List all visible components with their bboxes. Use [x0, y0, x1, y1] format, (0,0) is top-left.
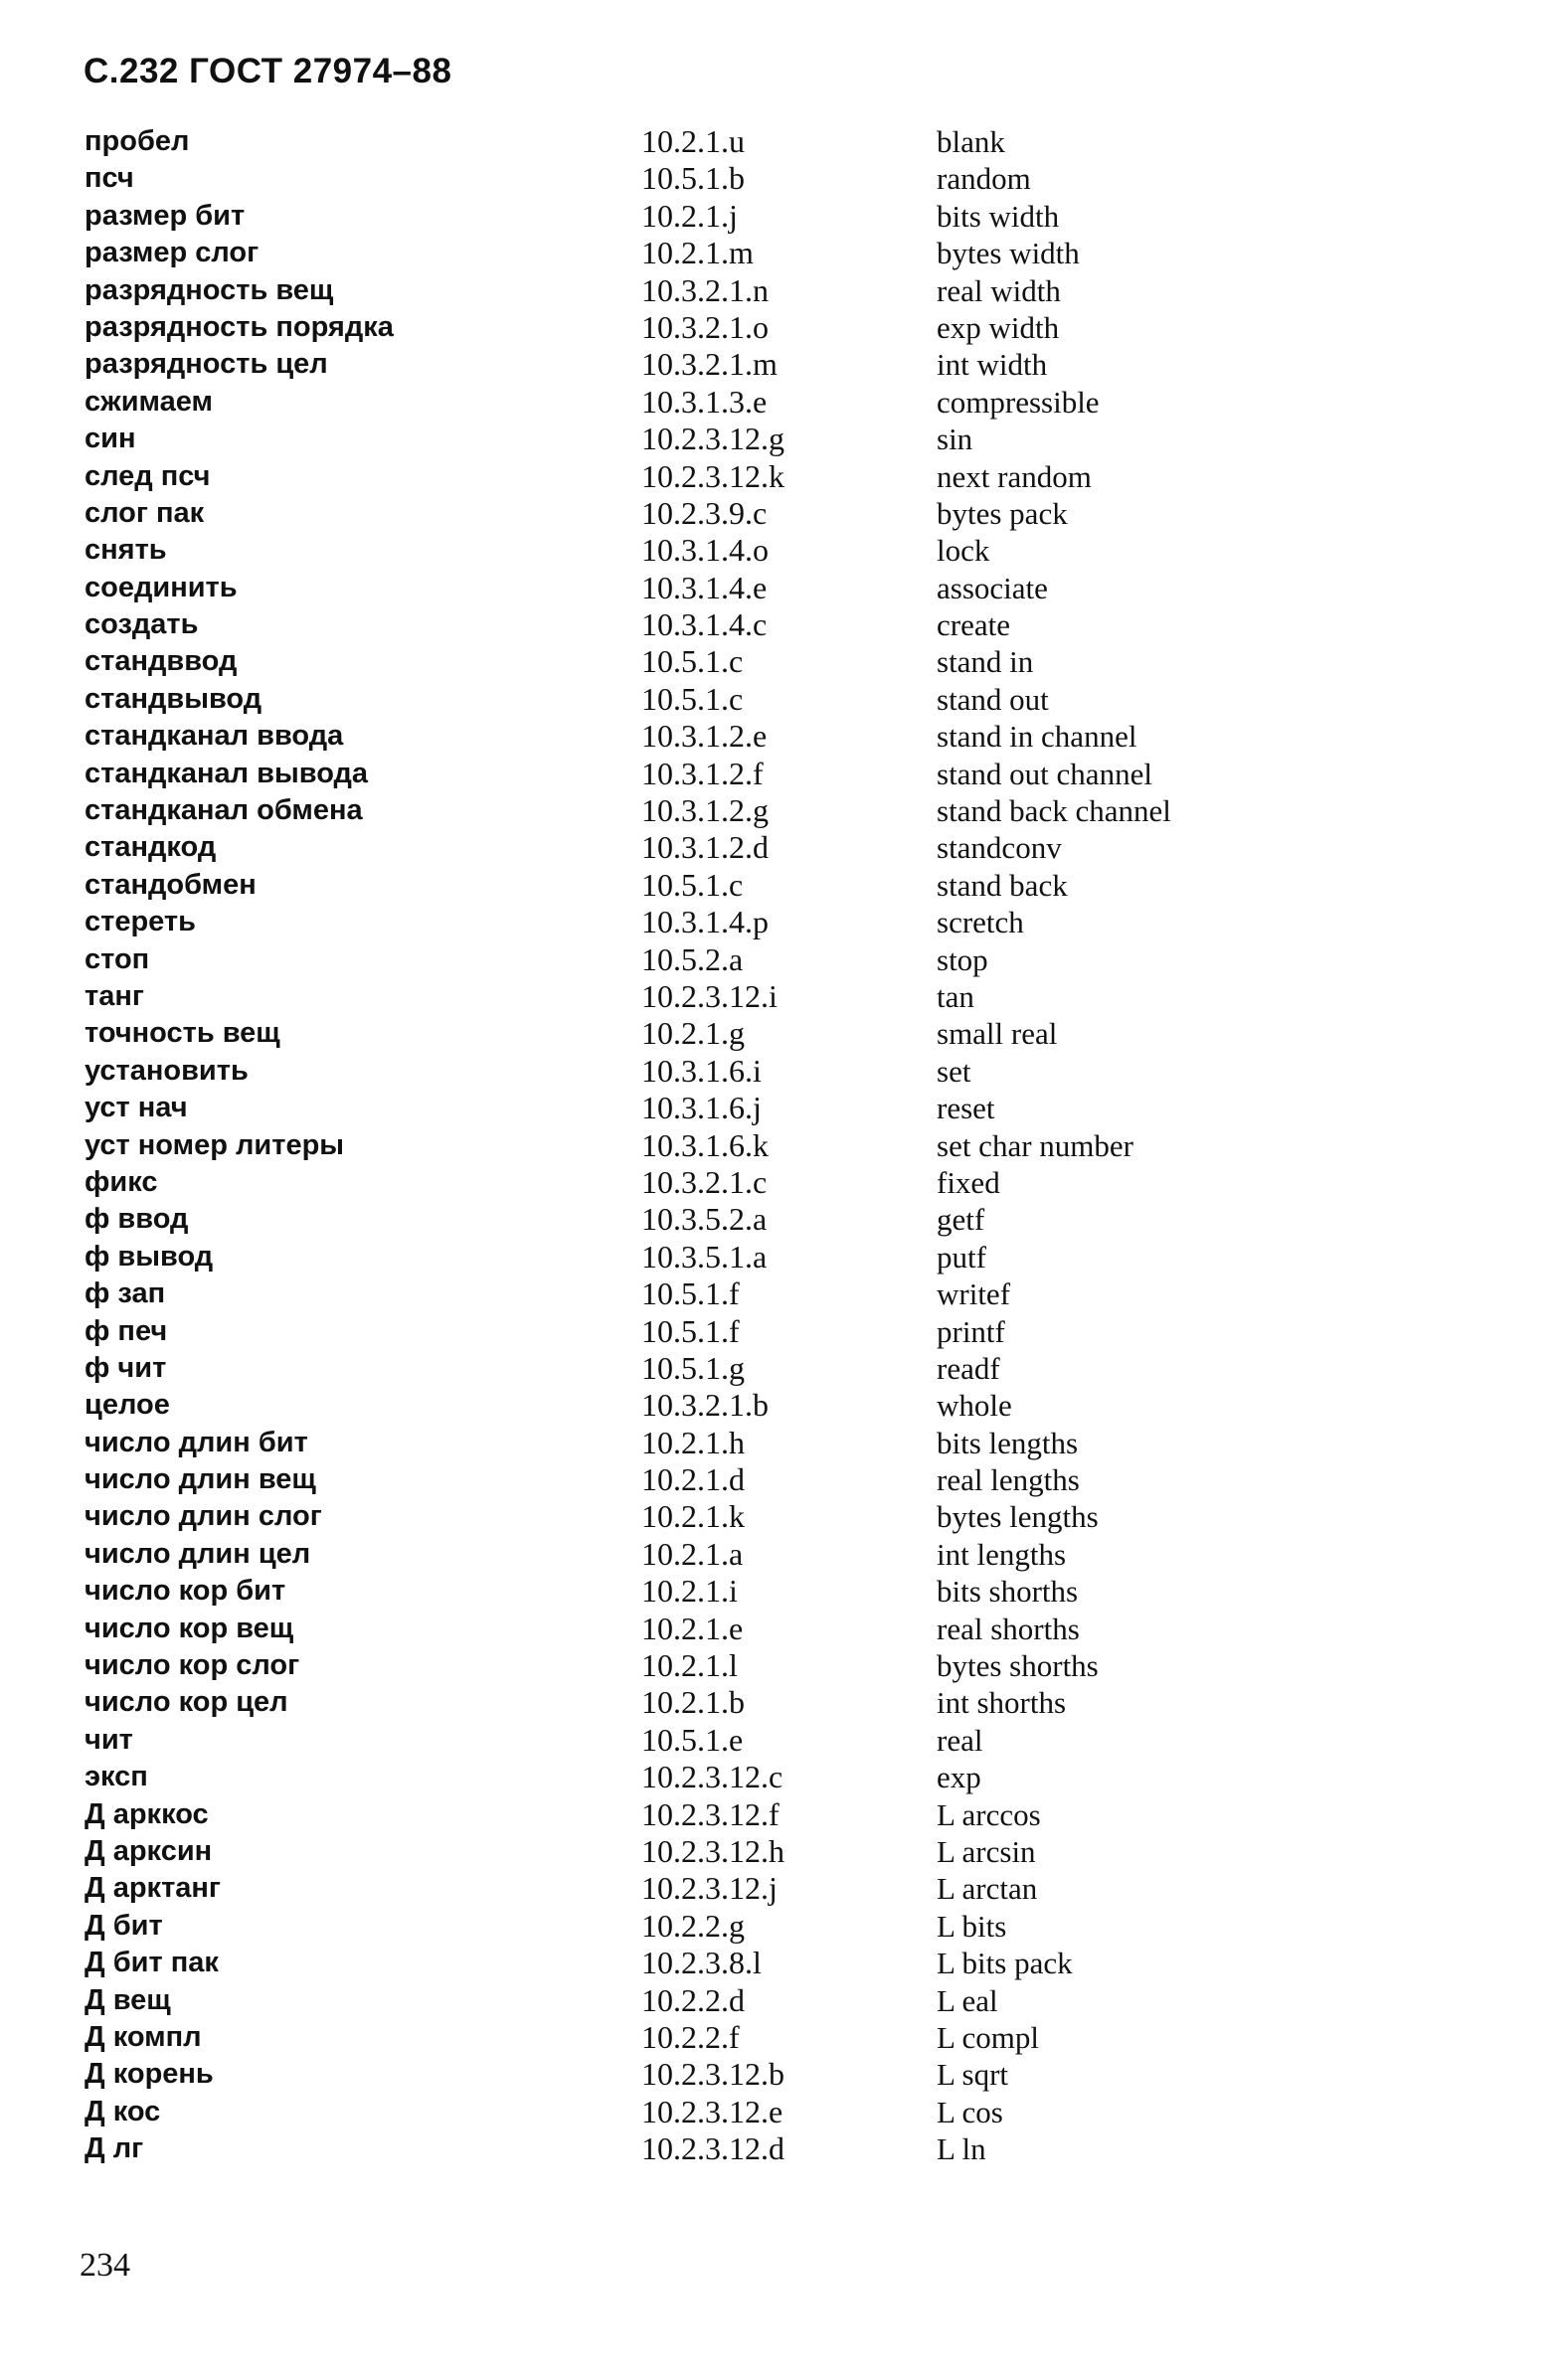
english-term: int width	[937, 347, 1048, 383]
russian-term: Д арктанг	[85, 1872, 221, 1905]
index-row	[80, 198, 1531, 235]
index-row	[80, 792, 1531, 829]
index-row	[80, 1647, 1531, 1684]
russian-term: ф ввод	[85, 1203, 189, 1236]
index-row	[80, 1759, 1531, 1795]
russian-term: размер бит	[85, 199, 246, 232]
english-term: real	[937, 1722, 983, 1758]
index-row	[80, 1833, 1531, 1870]
index-row	[80, 1498, 1531, 1535]
section-reference: 10.2.1.m	[641, 235, 754, 271]
section-reference: 10.5.1.g	[641, 1349, 745, 1386]
index-row	[80, 570, 1531, 606]
russian-term: ф чит	[85, 1351, 167, 1384]
index-table	[80, 123, 1531, 2167]
english-term: reset	[937, 1091, 995, 1126]
english-term: L bits pack	[937, 1946, 1073, 1981]
english-term: L eal	[937, 1982, 998, 2018]
section-reference: 10.2.1.l	[641, 1647, 738, 1684]
section-reference: 10.3.1.6.k	[641, 1126, 769, 1163]
index-row	[80, 1908, 1531, 1945]
section-reference: 10.2.3.12.k	[641, 457, 784, 494]
russian-term: стандкод	[85, 831, 217, 864]
russian-term: число длин цел	[85, 1537, 311, 1570]
index-row	[80, 1090, 1531, 1126]
english-term: putf	[937, 1239, 986, 1275]
index-row	[80, 384, 1531, 421]
section-reference: 10.2.1.h	[641, 1424, 745, 1460]
index-row	[80, 1573, 1531, 1610]
section-reference: 10.2.3.9.c	[641, 494, 768, 531]
russian-term: слог пак	[85, 496, 205, 529]
section-reference: 10.3.2.1.c	[641, 1163, 768, 1200]
russian-term: разрядность порядка	[85, 310, 394, 343]
section-reference: 10.2.3.12.e	[641, 2093, 783, 2129]
index-row	[80, 1239, 1531, 1275]
russian-term: Д компл	[85, 2020, 202, 2053]
russian-term: число кор цел	[85, 1686, 288, 1719]
index-row	[80, 421, 1531, 457]
russian-term: стандканал обмена	[85, 794, 363, 827]
russian-term: создать	[85, 608, 199, 641]
index-row	[80, 1387, 1531, 1424]
russian-term: размер слог	[85, 237, 260, 269]
index-row	[80, 123, 1531, 160]
section-reference: 10.3.2.1.o	[641, 308, 769, 345]
english-term: L compl	[937, 2019, 1040, 2055]
section-reference: 10.3.1.3.e	[641, 383, 768, 420]
russian-term: стереть	[85, 906, 196, 938]
page-number: 234	[80, 2247, 130, 2284]
index-row	[80, 346, 1531, 383]
index-row	[80, 643, 1531, 680]
section-reference: 10.3.5.1.a	[641, 1238, 768, 1275]
russian-term: Д арккос	[85, 1797, 209, 1830]
index-row	[80, 606, 1531, 643]
english-term: L arctan	[937, 1871, 1038, 1907]
section-reference: 10.2.1.k	[641, 1498, 745, 1535]
section-reference: 10.2.3.12.f	[641, 1795, 780, 1832]
section-reference: 10.3.1.6.j	[641, 1090, 762, 1126]
russian-term: пробел	[85, 125, 190, 157]
english-term: random	[937, 161, 1031, 197]
english-term: bytes pack	[937, 495, 1068, 531]
english-term: exp	[937, 1760, 981, 1795]
russian-term: фикс	[85, 1165, 158, 1198]
english-term: standconv	[937, 830, 1062, 866]
english-term: writef	[937, 1276, 1011, 1312]
russian-term: сжимаем	[85, 385, 213, 418]
index-row	[80, 1127, 1531, 1164]
english-term: getf	[937, 1202, 985, 1238]
english-term: stand in	[937, 644, 1034, 680]
english-term: L arccos	[937, 1796, 1041, 1832]
index-row	[80, 1796, 1531, 1833]
english-term: compressible	[937, 384, 1100, 420]
index-row	[80, 941, 1531, 978]
english-term: tan	[937, 978, 974, 1014]
index-row	[80, 1164, 1531, 1201]
index-row	[80, 1350, 1531, 1387]
index-row	[80, 495, 1531, 532]
section-reference: 10.5.1.f	[641, 1275, 740, 1312]
section-reference: 10.3.1.2.g	[641, 792, 769, 829]
english-term: L sqrt	[937, 2057, 1009, 2093]
russian-term: стоп	[85, 942, 150, 975]
section-reference: 10.2.1.b	[641, 1684, 745, 1721]
english-term: stand in channel	[937, 719, 1137, 755]
section-reference: 10.2.2.g	[641, 1907, 745, 1944]
section-reference: 10.3.1.2.f	[641, 755, 764, 791]
index-row	[80, 1722, 1531, 1759]
section-reference: 10.3.5.2.a	[641, 1201, 768, 1238]
section-reference: 10.3.1.4.o	[641, 532, 769, 569]
english-term: real width	[937, 272, 1061, 308]
index-row	[80, 1053, 1531, 1090]
section-reference: 10.2.3.12.g	[641, 421, 784, 457]
russian-term: число кор вещ	[85, 1612, 294, 1644]
index-row	[80, 1201, 1531, 1238]
russian-term: Д бит	[85, 1909, 163, 1942]
russian-term: чит	[85, 1723, 133, 1756]
russian-term: Д бит пак	[85, 1947, 219, 1979]
english-term: bits shorths	[937, 1574, 1079, 1610]
russian-term: эксп	[85, 1761, 148, 1793]
russian-term: точность вещ	[85, 1017, 280, 1050]
section-reference: 10.3.1.4.c	[641, 606, 768, 643]
section-reference: 10.5.2.a	[641, 940, 744, 977]
english-term: stand back	[937, 867, 1068, 903]
english-term: exp width	[937, 309, 1060, 345]
english-term: printf	[937, 1313, 1005, 1349]
english-term: stop	[937, 941, 988, 977]
english-term: stand out	[937, 681, 1049, 717]
page-header: С.232 ГОСТ 27974–88	[84, 52, 452, 90]
section-reference: 10.5.1.c	[641, 866, 744, 903]
section-reference: 10.3.1.6.i	[641, 1052, 762, 1089]
russian-term: танг	[85, 979, 144, 1012]
section-reference: 10.3.2.1.n	[641, 271, 769, 308]
index-row	[80, 1425, 1531, 1461]
section-reference: 10.2.3.8.l	[641, 1945, 762, 1981]
english-term: L cos	[937, 2094, 1003, 2129]
english-term: int lengths	[937, 1536, 1067, 1572]
index-row	[80, 904, 1531, 940]
russian-term: ф печ	[85, 1314, 168, 1347]
index-row	[80, 718, 1531, 755]
english-term: stand back channel	[937, 793, 1171, 829]
english-term: associate	[937, 570, 1048, 605]
english-term: stand out channel	[937, 756, 1152, 791]
english-term: create	[937, 607, 1010, 643]
russian-term: Д лг	[85, 2132, 144, 2165]
russian-term: число кор бит	[85, 1575, 286, 1608]
index-row	[80, 1275, 1531, 1312]
index-row	[80, 2019, 1531, 2056]
english-term: bytes width	[937, 236, 1080, 271]
russian-term: снять	[85, 534, 167, 567]
index-row	[80, 532, 1531, 569]
russian-term: псч	[85, 162, 134, 195]
english-term: small real	[937, 1016, 1058, 1052]
section-reference: 10.2.1.e	[641, 1610, 744, 1646]
english-term: bytes lengths	[937, 1499, 1099, 1535]
english-term: blank	[937, 124, 1005, 159]
english-term: real shorths	[937, 1611, 1080, 1646]
index-row	[80, 1313, 1531, 1350]
russian-term: целое	[85, 1389, 170, 1422]
section-reference: 10.2.3.12.h	[641, 1832, 784, 1869]
section-reference: 10.2.1.j	[641, 197, 738, 234]
russian-term: Д арксин	[85, 1834, 213, 1867]
index-row	[80, 756, 1531, 792]
section-reference: 10.3.1.2.d	[641, 829, 769, 866]
russian-term: Д кос	[85, 2095, 161, 2127]
index-row	[80, 681, 1531, 718]
english-term: scretch	[937, 905, 1024, 940]
index-row	[80, 272, 1531, 309]
section-reference: 10.2.3.12.c	[641, 1759, 783, 1795]
section-reference: 10.5.1.c	[641, 643, 744, 680]
index-row	[80, 2094, 1531, 2130]
section-reference: 10.2.2.f	[641, 2018, 740, 2055]
section-reference: 10.2.1.a	[641, 1535, 744, 1572]
section-reference: 10.3.1.2.e	[641, 718, 768, 755]
russian-term: Д корень	[85, 2058, 214, 2091]
russian-term: разрядность вещ	[85, 273, 334, 306]
english-term: lock	[937, 533, 990, 569]
section-reference: 10.5.1.c	[641, 680, 744, 717]
russian-term: стандканал ввода	[85, 720, 344, 753]
index-row	[80, 1461, 1531, 1498]
index-row	[80, 458, 1531, 495]
english-term: fixed	[937, 1164, 1000, 1200]
index-row	[80, 1982, 1531, 2019]
english-term: readf	[937, 1350, 1000, 1386]
section-reference: 10.2.2.d	[641, 1981, 745, 2018]
russian-term: син	[85, 423, 136, 455]
index-row	[80, 829, 1531, 866]
russian-term: разрядность цел	[85, 348, 328, 381]
section-reference: 10.2.1.g	[641, 1015, 745, 1052]
russian-term: число длин слог	[85, 1500, 322, 1533]
english-term: sin	[937, 422, 973, 457]
russian-term: соединить	[85, 571, 238, 603]
index-row	[80, 1536, 1531, 1573]
index-row	[80, 1611, 1531, 1647]
english-term: bits lengths	[937, 1425, 1079, 1460]
english-term: int shorths	[937, 1685, 1067, 1721]
english-term: bytes shorths	[937, 1648, 1099, 1684]
index-row	[80, 867, 1531, 904]
russian-term: число длин бит	[85, 1426, 308, 1458]
section-reference: 10.5.1.f	[641, 1312, 740, 1349]
russian-term: стандобмен	[85, 868, 257, 901]
russian-term: установить	[85, 1054, 249, 1087]
russian-term: число кор слог	[85, 1649, 300, 1682]
section-reference: 10.2.1.u	[641, 123, 745, 159]
russian-term: стандвывод	[85, 682, 262, 715]
english-term: L bits	[937, 1908, 1007, 1944]
section-reference: 10.3.1.4.e	[641, 569, 768, 605]
index-row	[80, 1870, 1531, 1907]
section-reference: 10.3.2.1.b	[641, 1387, 769, 1424]
russian-term: ф вывод	[85, 1240, 214, 1273]
english-term: set	[937, 1053, 971, 1089]
english-term: next random	[937, 458, 1092, 494]
section-reference: 10.2.3.12.d	[641, 2130, 784, 2167]
russian-term: число длин вещ	[85, 1463, 316, 1496]
english-term: real lengths	[937, 1462, 1080, 1498]
english-term: bits width	[937, 198, 1060, 234]
index-row	[80, 309, 1531, 346]
section-reference: 10.2.1.i	[641, 1573, 738, 1610]
russian-term: уст номер литеры	[85, 1128, 345, 1161]
section-reference: 10.2.3.12.i	[641, 977, 778, 1014]
english-term: L ln	[937, 2131, 986, 2167]
section-reference: 10.5.1.e	[641, 1721, 744, 1758]
index-row	[80, 235, 1531, 271]
index-row	[80, 1684, 1531, 1721]
english-term: whole	[937, 1388, 1012, 1424]
english-term: set char number	[937, 1127, 1133, 1163]
index-row	[80, 1945, 1531, 1981]
section-reference: 10.2.3.12.j	[641, 1870, 778, 1907]
section-reference: 10.2.3.12.b	[641, 2056, 784, 2093]
index-row	[80, 978, 1531, 1015]
section-reference: 10.3.1.4.p	[641, 904, 769, 940]
section-reference: 10.3.2.1.m	[641, 346, 778, 383]
russian-term: уст нач	[85, 1092, 188, 1124]
russian-term: стандканал вывода	[85, 757, 369, 789]
russian-term: ф зап	[85, 1277, 166, 1310]
russian-term: стандввод	[85, 645, 238, 678]
index-row	[80, 1015, 1531, 1052]
english-term: L arcsin	[937, 1833, 1036, 1869]
russian-term: Д вещ	[85, 1983, 171, 2016]
russian-term: след псч	[85, 459, 211, 492]
index-row	[80, 2130, 1531, 2167]
section-reference: 10.2.1.d	[641, 1461, 745, 1498]
index-row	[80, 2056, 1531, 2093]
index-row	[80, 160, 1531, 197]
section-reference: 10.5.1.b	[641, 160, 745, 197]
